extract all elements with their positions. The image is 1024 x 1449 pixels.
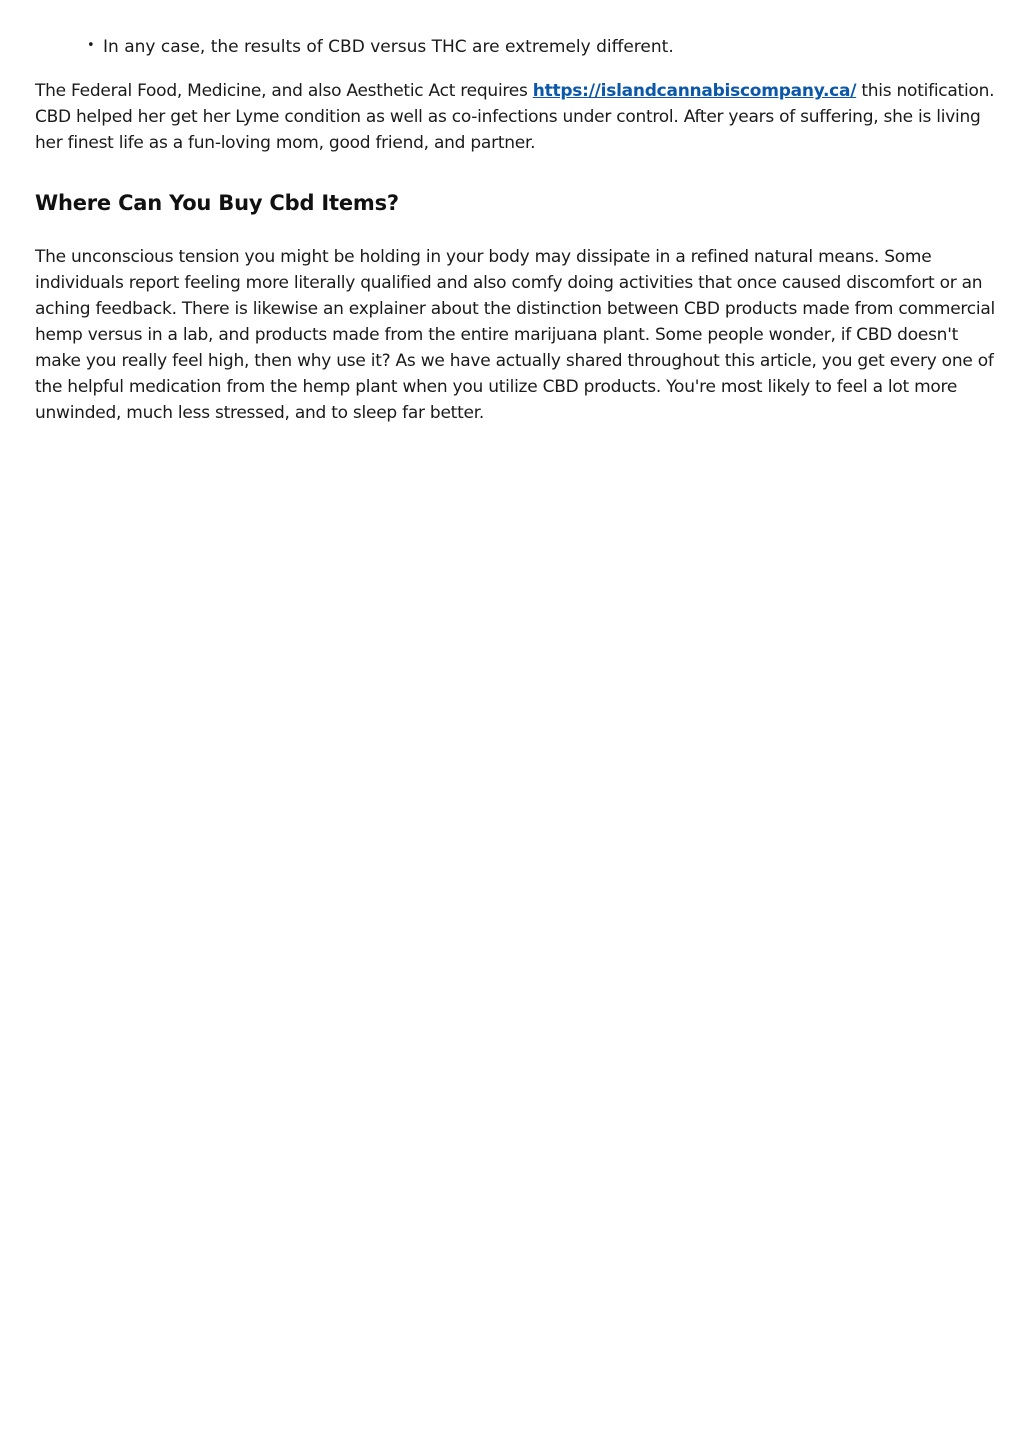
bullet-text: In any case, the results of CBD versus THC are extremely different. bbox=[103, 37, 674, 57]
document-page bbox=[35, 34, 995, 426]
intro-paragraph bbox=[35, 78, 995, 156]
bullet-item bbox=[87, 34, 995, 60]
islandcannabiscompany-link[interactable]: https://islandcannabiscompany.ca/ bbox=[532, 81, 857, 101]
section-heading: Where Can You Buy Cbd Items? bbox=[35, 191, 399, 215]
paragraph-text-after-link: this notification. CBD helped her get her Lyme condition as well as co-infections under control. After years of suffering, she is living her finest life as a fun-loving mom, good friend, and partner. bbox=[35, 81, 995, 153]
bullet-list bbox=[35, 34, 995, 60]
body-paragraph: The unconscious tension you might be holding in your body may dissipate in a refined natural means. Some individuals report feeling more literally qualified and also comfy doing activities that once caused discomfort or an aching feedback. There is likewise an explainer about the distinction between CBD products made from commercial hemp versus in a lab, and products made from the entire marijuana plant. Some people wonder, if CBD doesn't make you really feel high, then why use it? As we have actually shared throughout this article, you get every one of the helpful medication from the hemp plant when you utilize CBD products. You're most likely to feel a lot more unwinded, much less stressed, and to sleep far better. bbox=[35, 247, 995, 423]
bullet-marker: • bbox=[87, 38, 95, 53]
paragraph-text-before-link: The Federal Food, Medicine, and also Aesthetic Act requires bbox=[35, 81, 533, 101]
